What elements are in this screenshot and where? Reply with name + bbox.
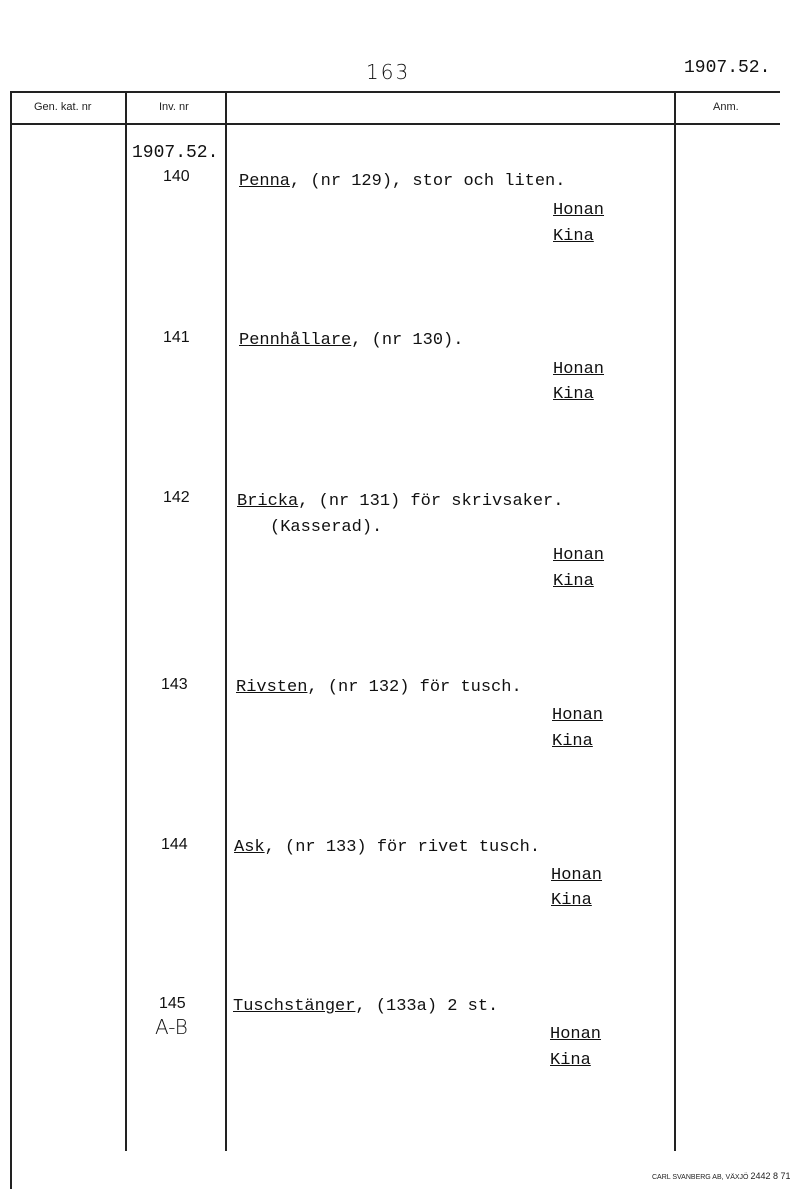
entry-country: Kina [550,1051,591,1070]
entry-country: Kina [553,227,594,246]
entry-person: Honan [551,866,603,885]
left-border [10,91,12,1189]
entry-description [237,492,563,511]
entry-person: Honan [552,706,604,725]
inv-desc-divider [225,91,227,1151]
page-number: 163 [366,60,411,84]
entry-person: Honan [553,546,605,565]
entry-details: , (nr 132) för tusch. [307,678,522,697]
entry-description [236,678,522,697]
printer-code: 2442 8 71 [750,1171,790,1181]
entry-title: Bricka [237,492,299,511]
entry-title: Penna [239,172,291,191]
entry-title: Tuschstänger [233,997,356,1016]
entry-country: Kina [553,572,594,591]
entry-description [239,331,463,350]
handwritten-mark: A-B [155,1015,188,1039]
page-reference: 1907.52. [684,58,771,78]
entry-country: Kina [553,385,594,404]
entry-person: Honan [553,201,605,220]
entry-description [239,172,565,191]
printer-imprint [652,1171,790,1181]
entry-details: , (nr 131) för skrivsaker. [298,492,564,511]
inv-number: 142 [163,489,190,506]
entry-country: Kina [551,891,592,910]
entry-person: Honan [553,360,605,379]
entry-description [234,838,540,857]
printer-name: CARL SVANBERG AB, VÄXJÖ [652,1174,749,1181]
inv-number: 144 [161,836,188,853]
header-inv-nr: Inv. nr [159,101,189,113]
entry-title: Ask [234,838,265,857]
inv-number: 140 [163,168,190,185]
entry-title: Rivsten [236,678,308,697]
entry-country: Kina [552,732,593,751]
entry-person: Honan [550,1025,602,1044]
entry-details: , (133a) 2 st. [355,997,499,1016]
desc-anm-divider [674,91,676,1151]
gen-inv-divider [125,91,127,1151]
batch-number: 1907.52. [132,143,219,163]
inv-number: 141 [163,329,190,346]
entry-details: , (nr 129), stor och liten. [290,172,566,191]
entry-note: (Kasserad). [270,518,383,537]
entry-description [233,997,498,1016]
entry-details: , (nr 130). [351,331,464,350]
entry-title: Pennhållare [239,331,352,350]
header-anm: Anm. [713,101,739,113]
inv-number: 145 [159,995,186,1012]
entry-details: , (nr 133) för rivet tusch. [264,838,541,857]
header-gen-kat-nr: Gen. kat. nr [34,101,92,113]
inv-number: 143 [161,676,188,693]
